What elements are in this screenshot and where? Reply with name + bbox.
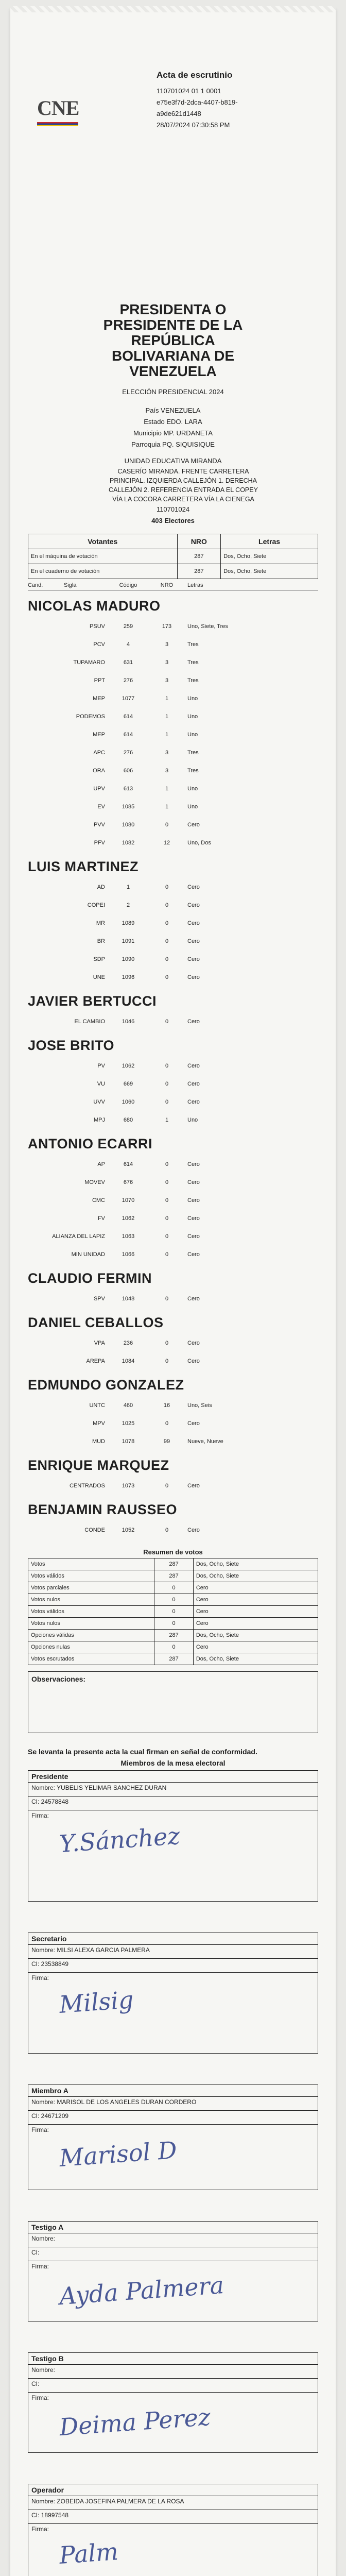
vote-summary-table <box>28 1558 318 1665</box>
party-row <box>28 725 318 743</box>
party-votes: 0 <box>165 1251 169 1258</box>
election-name: ELECCIÓN PRESIDENCIAL 2024 <box>122 388 224 396</box>
party-votes: 0 <box>165 938 169 944</box>
flag-stripes <box>37 122 78 126</box>
party-votes: 0 <box>165 974 169 980</box>
party-row <box>28 1477 318 1495</box>
firma-label: Firma: <box>31 1974 49 1981</box>
party-votes: 173 <box>162 623 172 630</box>
party-code: 614 <box>123 731 133 738</box>
signer-name: Nombre: MILSI ALEXA GARCIA PALMERA <box>28 1945 318 1959</box>
party-code: 1052 <box>122 1527 135 1533</box>
party-votes: 0 <box>165 1018 169 1025</box>
signer-name: Nombre: <box>28 2233 318 2247</box>
party-code: 1048 <box>122 1295 135 1302</box>
party-votes: 0 <box>165 1062 169 1069</box>
party-votes-letters: Cero <box>187 1018 200 1025</box>
signer-box <box>28 1933 318 2054</box>
party-code: 1060 <box>122 1098 135 1105</box>
candidate-columns-header: Cand. Sigla Código NRO Letras <box>28 579 318 591</box>
party-votes: 1 <box>165 695 169 702</box>
party-votes-letters: Cero <box>187 1179 200 1185</box>
party-code: 460 <box>123 1402 133 1409</box>
party-votes: 0 <box>165 1527 169 1533</box>
voting-center: UNIDAD EDUCATIVA MIRANDA <box>124 457 222 465</box>
office-title: PRESIDENTA O PRESIDENTE DE LA REPÚBLICA BOLIVARIANA DE VENEZUELA <box>103 301 243 379</box>
signer-firma <box>28 2125 318 2190</box>
firma-label: Firma: <box>31 2263 49 2270</box>
handwritten-signature: Palm <box>58 2537 119 2569</box>
party-code: 676 <box>123 1179 133 1185</box>
signer-role: Testigo B <box>28 2353 318 2365</box>
party-code: 1080 <box>122 821 135 828</box>
signer-firma <box>28 2524 318 2576</box>
party-acronym: PVV <box>93 821 105 828</box>
candidate-name: JOSE BRITO <box>28 1038 115 1053</box>
party-votes-letters: Uno <box>187 713 198 720</box>
candidate-name: NICOLAS MADURO <box>28 598 161 614</box>
party-code: 4 <box>126 641 130 648</box>
party-code: 2 <box>126 902 130 908</box>
party-row <box>28 743 318 761</box>
signer-role: Testigo A <box>28 2222 318 2233</box>
signer-role: Operador <box>28 2484 318 2496</box>
party-row <box>28 1111 318 1129</box>
party-votes: 0 <box>165 821 169 828</box>
signer-ci: CI: <box>28 2247 318 2261</box>
party-code: 613 <box>123 785 133 792</box>
party-votes: 0 <box>165 1215 169 1222</box>
party-acronym: CONDE <box>84 1527 105 1533</box>
party-votes-letters: Tres <box>187 659 199 666</box>
party-row <box>28 617 318 635</box>
party-votes-letters: Cero <box>187 1215 200 1222</box>
party-row <box>28 1352 318 1370</box>
party-acronym: AP <box>97 1161 105 1167</box>
party-row <box>28 1075 318 1093</box>
table-row: Votos parciales 0 Cero <box>28 1582 318 1594</box>
party-votes-letters: Cero <box>187 1197 200 1204</box>
conformity-note: Se levanta la presente acta la cual firman en señal de conformidad. <box>28 1748 257 1756</box>
party-votes-letters: Cero <box>187 1295 200 1302</box>
table-row: Votos válidos 0 Cero <box>28 1606 318 1618</box>
party-votes: 0 <box>165 902 169 908</box>
party-votes: 0 <box>165 1080 169 1087</box>
signer-box <box>28 2484 318 2576</box>
firma-label: Firma: <box>31 2526 49 2533</box>
party-row <box>28 932 318 950</box>
voters-summary-table <box>28 534 318 579</box>
candidate-name: ENRIQUE MARQUEZ <box>28 1458 169 1473</box>
party-code: 1090 <box>122 956 135 962</box>
party-votes-letters: Cero <box>187 974 200 980</box>
party-row <box>28 1012 318 1030</box>
party-votes: 3 <box>165 641 169 648</box>
party-votes-letters: Cero <box>187 1233 200 1240</box>
party-acronym: MIN UNIDAD <box>71 1251 105 1258</box>
signer-name: Nombre: <box>28 2365 318 2379</box>
resumen-title: Resumen de votos <box>143 1548 203 1556</box>
party-votes-letters: Cero <box>187 1161 200 1167</box>
party-code: 1 <box>126 884 130 890</box>
candidate-name: JAVIER BERTUCCI <box>28 993 157 1009</box>
party-acronym: PODEMOS <box>76 713 105 720</box>
party-code: 1089 <box>122 920 135 926</box>
signer-box <box>28 2352 318 2453</box>
party-votes-letters: Cero <box>187 1340 200 1346</box>
party-code: 259 <box>123 623 133 630</box>
candidate-name: CLAUDIO FERMIN <box>28 1270 152 1286</box>
party-acronym: MPJ <box>94 1116 105 1123</box>
signer-firma <box>28 2393 318 2452</box>
col-nro: NRO <box>177 534 221 549</box>
party-acronym: AREPA <box>86 1358 105 1364</box>
party-row <box>28 834 318 852</box>
party-votes-letters: Tres <box>187 749 199 756</box>
observaciones-label: Observaciones: <box>31 1675 86 1683</box>
party-votes-letters: Uno <box>187 695 198 702</box>
party-votes: 0 <box>165 1161 169 1167</box>
party-acronym: SDP <box>93 956 105 962</box>
party-votes-letters: Cero <box>187 920 200 926</box>
party-acronym: AD <box>97 884 105 890</box>
party-votes-letters: Cero <box>187 938 200 944</box>
party-row <box>28 1227 318 1245</box>
party-votes: 0 <box>165 884 169 890</box>
party-code: 1096 <box>122 974 135 980</box>
location-parish: Parroquia PQ. SIQUISIQUE <box>131 440 215 448</box>
acta-title: Acta de escrutinio <box>157 70 233 80</box>
party-votes-letters: Cero <box>187 1080 200 1087</box>
party-acronym: MR <box>96 920 105 926</box>
signer-firma <box>28 1810 318 1901</box>
party-votes: 0 <box>165 956 169 962</box>
party-acronym: APC <box>93 749 105 756</box>
party-code: 680 <box>123 1116 133 1123</box>
party-code: 1063 <box>122 1233 135 1240</box>
party-votes-letters: Tres <box>187 677 199 684</box>
party-acronym: MEP <box>93 731 105 738</box>
party-code: 1073 <box>122 1482 135 1489</box>
table-row: Votos nulos 0 Cero <box>28 1594 318 1606</box>
party-code: 1046 <box>122 1018 135 1025</box>
party-votes-letters: Tres <box>187 767 199 774</box>
party-votes-letters: Uno, Siete, Tres <box>187 623 228 630</box>
party-acronym: MPV <box>93 1420 105 1427</box>
party-votes-letters: Cero <box>187 884 200 890</box>
signer-ci: CI: 24671209 <box>28 2111 318 2125</box>
party-votes: 1 <box>165 1116 169 1123</box>
signer-box <box>28 1770 318 1902</box>
party-votes-letters: Cero <box>187 1527 200 1533</box>
party-code: 1084 <box>122 1358 135 1364</box>
party-code: 1085 <box>122 803 135 810</box>
col-votantes: Votantes <box>28 534 178 549</box>
firma-label: Firma: <box>31 1812 49 1819</box>
party-acronym: ALIANZA DEL LAPIZ <box>52 1233 105 1240</box>
party-votes-letters: Cero <box>187 821 200 828</box>
signer-name: Nombre: YUBELIS YELIMAR SANCHEZ DURAN <box>28 1783 318 1797</box>
party-row <box>28 1155 318 1173</box>
party-votes: 0 <box>165 1179 169 1185</box>
party-acronym: EV <box>97 803 105 810</box>
handwritten-signature: Deima Perez <box>58 2402 212 2442</box>
party-votes-letters: Uno <box>187 731 198 738</box>
party-code: 1077 <box>122 695 135 702</box>
party-row <box>28 707 318 725</box>
candidate-name: DANIEL CEBALLOS <box>28 1315 164 1330</box>
signers-list <box>28 1770 318 2576</box>
party-code: 1082 <box>122 839 135 846</box>
location-municipality: Municipio MP. URDANETA <box>133 429 213 437</box>
party-votes-letters: Tres <box>187 641 199 648</box>
party-acronym: PFV <box>94 839 105 846</box>
party-row <box>28 798 318 816</box>
table-row: En el cuaderno de votación 287 Dos, Ocho, Siete <box>28 564 318 579</box>
table-row: Votos válidos 287 Dos, Ocho, Siete <box>28 1570 318 1582</box>
acta-code: 110701024 01 1 0001 <box>157 87 221 95</box>
party-row <box>28 653 318 671</box>
party-acronym: VPA <box>94 1340 105 1346</box>
signer-name: Nombre: MARISOL DE LOS ANGELES DURAN CORDERO <box>28 2097 318 2111</box>
party-votes-letters: Uno, Dos <box>187 839 211 846</box>
party-votes: 99 <box>163 1438 170 1445</box>
acta-uuid-2: a9de621d1448 <box>157 110 201 117</box>
party-acronym: CMC <box>92 1197 105 1204</box>
party-votes-letters: Cero <box>187 902 200 908</box>
party-row <box>28 761 318 779</box>
signer-firma <box>28 1973 318 2053</box>
party-votes-letters: Uno <box>187 785 198 792</box>
party-row <box>28 1521 318 1539</box>
party-votes: 0 <box>165 1358 169 1364</box>
party-code: 236 <box>123 1340 133 1346</box>
party-code: 1066 <box>122 1251 135 1258</box>
col-letras: Letras <box>221 534 318 549</box>
election-title <box>28 302 318 379</box>
party-votes: 0 <box>165 1482 169 1489</box>
party-votes: 3 <box>165 749 169 756</box>
observaciones-box <box>28 1671 318 1733</box>
party-acronym: SPV <box>93 1295 105 1302</box>
party-votes: 3 <box>165 767 169 774</box>
party-acronym: PPT <box>94 677 105 684</box>
party-acronym: PV <box>97 1062 105 1069</box>
party-code: 276 <box>123 677 133 684</box>
handwritten-signature: Milsig <box>58 1986 135 2019</box>
party-votes: 1 <box>165 713 169 720</box>
party-acronym: PSUV <box>90 623 105 630</box>
party-code: 614 <box>123 713 133 720</box>
party-acronym: MEP <box>93 695 105 702</box>
voting-center-address: CASERÍO MIRANDA. FRENTE CARRETERA PRINCIPAL. IZQUIERDA CALLEJÓN 1. DERECHA CALLEJÓN 2. REFERENCIA ENTRADA EL COPEY VÍA LA COCORA CARRETERA VÍA LA CIENEGA <box>109 468 258 503</box>
party-votes-letters: Cero <box>187 956 200 962</box>
table-row: Votos nulos 0 Cero <box>28 1618 318 1630</box>
party-votes-letters: Cero <box>187 1251 200 1258</box>
party-votes: 0 <box>165 1197 169 1204</box>
party-acronym: UVV <box>93 1098 105 1105</box>
party-code: 1070 <box>122 1197 135 1204</box>
signer-box <box>28 2084 318 2190</box>
party-votes: 1 <box>165 731 169 738</box>
party-code: 1091 <box>122 938 135 944</box>
party-votes: 1 <box>165 803 169 810</box>
party-votes: 12 <box>163 839 170 846</box>
firma-label: Firma: <box>31 2394 49 2401</box>
party-code: 1062 <box>122 1215 135 1222</box>
party-row <box>28 816 318 834</box>
table-row: Votos escrutados 287 Dos, Ocho, Siete <box>28 1653 318 1665</box>
party-row <box>28 1057 318 1075</box>
signer-ci: CI: <box>28 2379 318 2393</box>
handwritten-signature: Y.Sánchez <box>58 1821 181 1858</box>
party-code: 614 <box>123 1161 133 1167</box>
party-code: 1025 <box>122 1420 135 1427</box>
center-code: 110701024 <box>156 505 190 513</box>
party-code: 1078 <box>122 1438 135 1445</box>
party-acronym: MOVEV <box>84 1179 105 1185</box>
party-acronym: VU <box>97 1080 105 1087</box>
acta-datetime: 28/07/2024 07:30:58 PM <box>157 121 230 129</box>
acta-header <box>28 9 318 298</box>
party-votes: 0 <box>165 1420 169 1427</box>
party-votes: 3 <box>165 677 169 684</box>
party-row <box>28 1290 318 1308</box>
party-votes-letters: Cero <box>187 1482 200 1489</box>
party-acronym: EL CAMBIO <box>74 1018 105 1025</box>
party-row <box>28 1191 318 1209</box>
handwritten-signature: Ayda Palmera <box>58 2270 225 2311</box>
party-votes-letters: Cero <box>187 1358 200 1364</box>
party-acronym: BR <box>97 938 105 944</box>
candidate-name: BENJAMIN RAUSSEO <box>28 1502 178 1517</box>
party-row <box>28 1173 318 1191</box>
party-acronym: TUPAMARO <box>73 659 105 666</box>
party-row <box>28 878 318 896</box>
party-row <box>28 1209 318 1227</box>
party-votes-letters: Cero <box>187 1098 200 1105</box>
party-votes: 1 <box>165 785 169 792</box>
acta-receipt <box>10 9 336 2576</box>
party-votes-letters: Nueve, Nueve <box>187 1438 223 1445</box>
party-row <box>28 779 318 798</box>
party-row <box>28 689 318 707</box>
party-votes-letters: Uno, Seis <box>187 1402 212 1409</box>
candidate-name: LUIS MARTINEZ <box>28 859 139 874</box>
party-votes: 0 <box>165 1233 169 1240</box>
location-country: País VENEZUELA <box>145 406 201 414</box>
party-row <box>28 1093 318 1111</box>
party-votes: 0 <box>165 1340 169 1346</box>
party-acronym: MUD <box>92 1438 105 1445</box>
party-row <box>28 1334 318 1352</box>
candidates-list <box>28 598 318 1539</box>
table-row: Votos 287 Dos, Ocho, Siete <box>28 1558 318 1570</box>
handwritten-signature: Marisol D <box>58 2136 178 2172</box>
party-votes: 0 <box>165 1098 169 1105</box>
cne-logo-text: CNE <box>37 96 79 120</box>
party-code: 606 <box>123 767 133 774</box>
signer-box <box>28 2221 318 2321</box>
party-row <box>28 1432 318 1450</box>
party-code: 1062 <box>122 1062 135 1069</box>
party-acronym: FV <box>97 1215 105 1222</box>
party-votes-letters: Cero <box>187 1062 200 1069</box>
party-acronym: CENTRADOS <box>69 1482 105 1489</box>
party-votes: 16 <box>163 1402 170 1409</box>
party-acronym: PCV <box>93 641 105 648</box>
candidate-name: ANTONIO ECARRI <box>28 1136 153 1151</box>
signer-ci: CI: 24578848 <box>28 1797 318 1810</box>
party-code: 276 <box>123 749 133 756</box>
table-row: Opciones válidas 287 Dos, Ocho, Siete <box>28 1630 318 1641</box>
party-row <box>28 1245 318 1263</box>
party-votes-letters: Cero <box>187 1420 200 1427</box>
party-code: 631 <box>123 659 133 666</box>
firma-label: Firma: <box>31 2126 49 2133</box>
party-row <box>28 635 318 653</box>
party-acronym: UNE <box>93 974 105 980</box>
party-votes-letters: Uno <box>187 1116 198 1123</box>
signer-role: Secretario <box>28 1933 318 1945</box>
party-code: 669 <box>123 1080 133 1087</box>
party-acronym: UNTC <box>89 1402 105 1409</box>
signer-name: Nombre: ZOBEIDA JOSEFINA PALMERA DE LA ROSA <box>28 2496 318 2510</box>
party-votes: 0 <box>165 1295 169 1302</box>
party-row <box>28 671 318 689</box>
signer-ci: CI: 23538849 <box>28 1959 318 1973</box>
signer-firma <box>28 2261 318 2321</box>
table-row: En el máquina de votación 287 Dos, Ocho, Siete <box>28 549 318 564</box>
acta-meta <box>157 86 238 131</box>
signer-role: Miembro A <box>28 2085 318 2097</box>
party-votes: 0 <box>165 920 169 926</box>
signer-role: Presidente <box>28 1771 318 1783</box>
party-row <box>28 1414 318 1432</box>
acta-uuid-1: e75e3f7d-2dca-4407-b819- <box>157 98 238 106</box>
party-acronym: UPV <box>93 785 105 792</box>
signer-ci: CI: 18997548 <box>28 2510 318 2524</box>
table-row: Opciones nulas 0 Cero <box>28 1641 318 1653</box>
party-row <box>28 896 318 914</box>
party-acronym: COPEI <box>87 902 105 908</box>
candidate-name: EDMUNDO GONZALEZ <box>28 1377 184 1393</box>
voter-count: 403 Electores <box>151 517 195 524</box>
location-state: Estado EDO. LARA <box>144 418 202 426</box>
cne-logo <box>37 96 99 126</box>
party-row <box>28 968 318 986</box>
party-row <box>28 914 318 932</box>
party-acronym: ORA <box>93 767 105 774</box>
party-row <box>28 1396 318 1414</box>
party-votes: 3 <box>165 659 169 666</box>
party-votes-letters: Uno <box>187 803 198 810</box>
party-row <box>28 950 318 968</box>
members-title: Miembros de la mesa electoral <box>120 1759 226 1767</box>
